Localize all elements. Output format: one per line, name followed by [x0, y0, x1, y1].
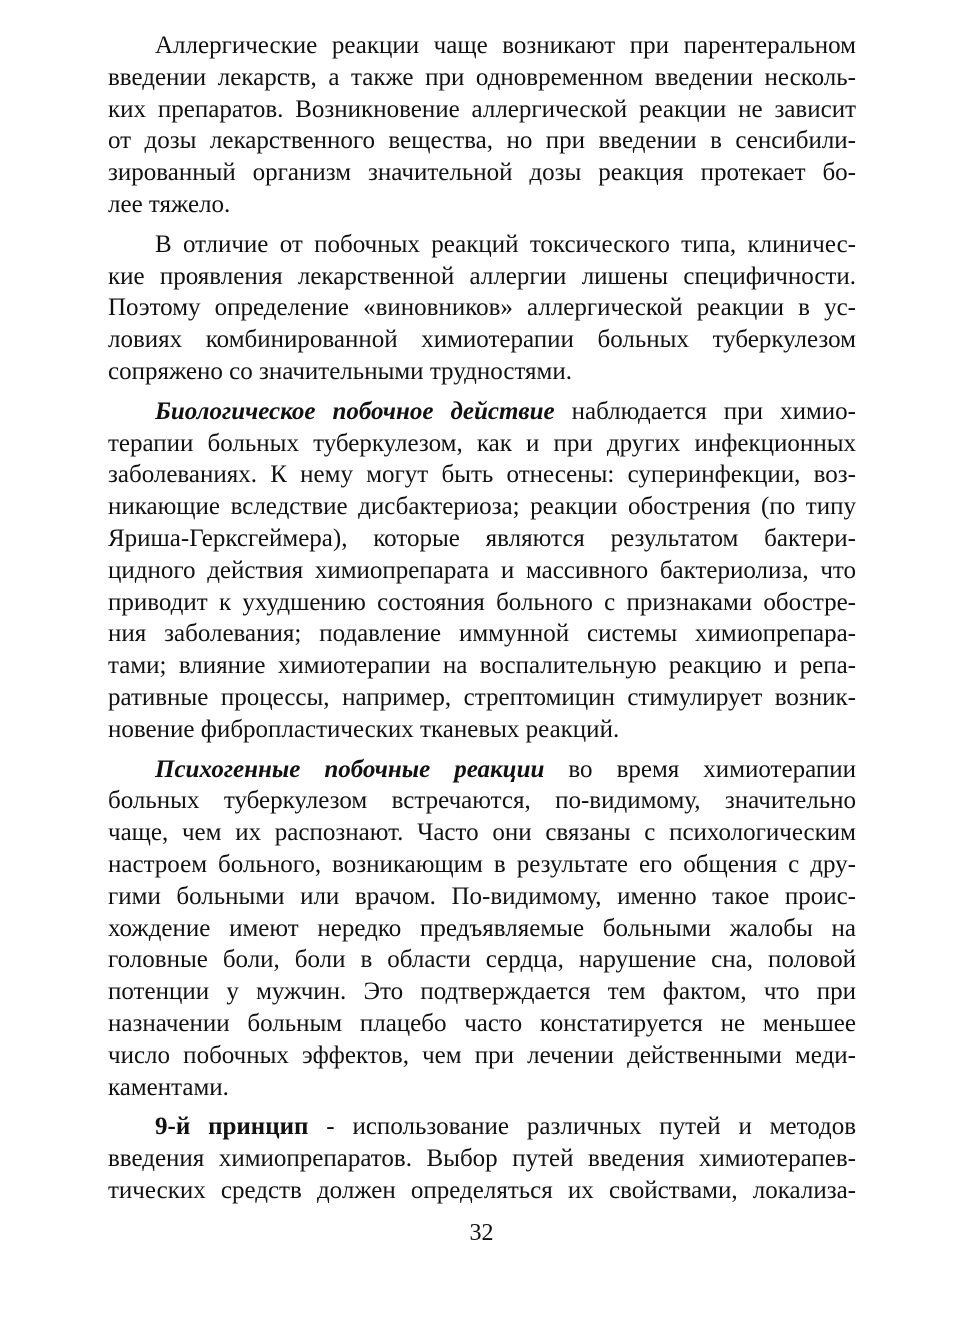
text-line: новение фибропластических тканевых реакций.	[108, 715, 620, 743]
text-line: введения химиопрепаратов. Выбор путей введения химиотерапев-	[108, 1145, 856, 1173]
paragraph-biological-side-effect	[108, 396, 856, 746]
text-line	[108, 1111, 856, 1143]
text-line: назначении больным плацебо часто констатируется не меньшее	[108, 1009, 856, 1037]
principle-heading: 9-й принцип	[155, 1113, 309, 1141]
paragraph-toxic-vs-allergic	[108, 229, 856, 388]
text-fragment: наблюдается при химио-	[554, 397, 856, 425]
text-line: ративные процессы, например, стрептомицин стимулирует возник-	[108, 683, 856, 711]
text-fragment: во время химиотерапии	[544, 755, 856, 783]
text-line: настроем больного, возникающим в результате его общения с дру-	[108, 850, 856, 878]
text-line: В отличие от побочных реакций токсического типа, клиничес-	[155, 230, 856, 258]
text-line	[108, 754, 856, 786]
document-page	[108, 30, 856, 1207]
text-line: тами; влияние химиотерапии на воспалительную реакцию и репа-	[108, 652, 856, 680]
text-line: каментами.	[108, 1073, 229, 1101]
text-line: кие проявления лекарственной аллергии лишены специфичности.	[108, 262, 856, 290]
text-line: зированный организм значительной дозы реакция протекает бо-	[108, 159, 856, 187]
paragraph-psychogenic-reactions	[108, 754, 856, 1104]
text-line: Аллергические реакции чаще возникают при парентеральном	[155, 32, 856, 59]
text-line: Поэтому определение «виновников» аллергической реакции в ус-	[108, 294, 856, 322]
text-line: Яриша-Герксгеймера), которые являются результатом бактери-	[108, 524, 856, 552]
text-line: заболеваниях. К нему могут быть отнесены: суперинфекции, воз-	[108, 461, 856, 489]
text-line: ния заболевания; подавление иммунной системы химиопрепара-	[108, 620, 856, 648]
text-line: потенции у мужчин. Это подтверждается тем фактом, что при	[108, 978, 856, 1006]
text-line: введении лекарств, а также при одновременном введении несколь-	[108, 63, 856, 91]
text-line: тических средств должен определяться их свойствами, локализа-	[108, 1176, 856, 1204]
text-line: приводит к ухудшению состояния больного с признаками обостре-	[108, 588, 856, 616]
paragraph-ninth-principle	[108, 1111, 856, 1206]
text-line: хождение имеют нередко предъявляемые больными жалобы на	[108, 914, 856, 942]
text-line: число побочных эффектов, чем при лечении действенными меди-	[108, 1041, 856, 1069]
text-line: сопряжено со значительными трудностями.	[108, 357, 573, 385]
text-line: от дозы лекарственного вещества, но при введении в сенсибили-	[108, 127, 856, 155]
text-fragment: - использование различных путей и методов	[308, 1113, 856, 1141]
text-line: гими больными или врачом. По-видимому, именно такое проис-	[108, 882, 856, 910]
term-heading: Биологическое побочное действие	[155, 397, 555, 425]
text-line	[108, 396, 856, 428]
page-number: 32	[469, 1220, 494, 1246]
text-line: терапии больных туберкулезом, как и при других инфекционных	[108, 429, 856, 457]
text-line: лее тяжело.	[108, 190, 231, 218]
text-line: больных туберкулезом встречаются, по-видимому, значительно	[108, 787, 856, 815]
term-heading: Психогенные побочные реакции	[155, 755, 545, 783]
text-line: головные боли, боли в области сердца, нарушение сна, половой	[108, 946, 856, 974]
text-line: никающие вследствие дисбактериоза; реакции обострения (по типу	[108, 493, 856, 521]
paragraph-allergic-reactions	[108, 30, 856, 221]
text-line: ких препаратов. Возникновение аллергической реакции не зависит	[108, 95, 856, 123]
text-line: чаще, чем их распознают. Часто они связаны с психологическим	[108, 819, 856, 847]
text-line: ловиях комбинированной химиотерапии больных туберкулезом	[108, 326, 856, 354]
text-line: цидного действия химиопрепарата и массивного бактериолиза, что	[108, 556, 856, 584]
